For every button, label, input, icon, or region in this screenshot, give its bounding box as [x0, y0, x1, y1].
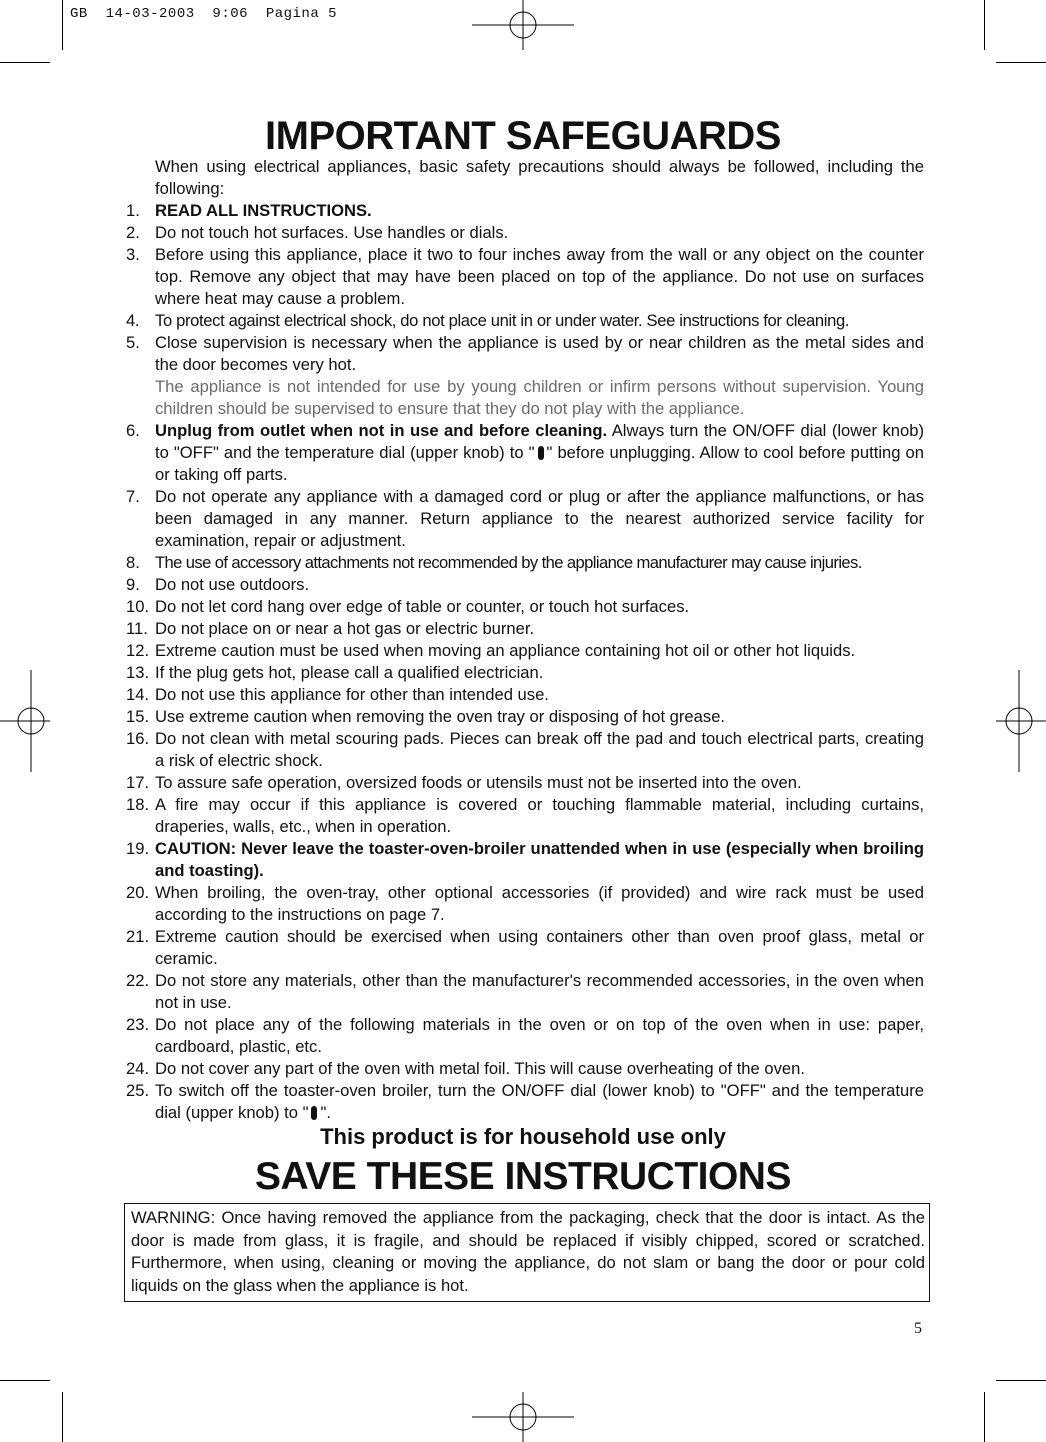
registration-mark-top — [472, 0, 574, 50]
list-item — [126, 662, 924, 684]
item-number: 20. — [126, 883, 150, 902]
list-item — [126, 970, 924, 1014]
item-number: 12. — [126, 641, 150, 660]
list-item — [126, 1058, 924, 1080]
crop-mark-bl-h — [0, 1380, 50, 1381]
list-item — [126, 222, 924, 244]
item-text: Do not store any materials, other than the manufacturer's recommended accessories, in the oven when not in use. — [155, 971, 924, 1012]
item-text: Always turn the ON/OFF dial (lower knob) to "OFF" and the temperature dial (upper knob) to " — [155, 421, 924, 462]
registration-mark-bottom — [472, 1392, 574, 1442]
list-item — [126, 332, 924, 420]
supervision-note: The appliance is not intended for use by young children or infirm persons without supervision. Young children should be supervised to ensure that they do not play with the appliance. — [155, 377, 924, 418]
list-item — [126, 574, 924, 596]
item-number: 19. — [126, 839, 150, 858]
item-text: The use of accessory attachments not recommended by the appliance manufacturer may cause injuries. — [155, 553, 862, 572]
crop-mark-tl-h — [0, 62, 50, 63]
item-text: Extreme caution should be exercised when using containers other than oven proof glass, metal or ceramic. — [155, 927, 924, 968]
page-title: IMPORTANT SAFEGUARDS — [265, 114, 781, 158]
page-number: 5 — [914, 1320, 922, 1337]
list-item — [126, 684, 924, 706]
safeguards-content — [126, 156, 924, 1124]
item-text: To protect against electrical shock, do not place unit in or under water. See instructions for cleaning. — [155, 311, 850, 330]
item-bold-text: CAUTION: Never leave the toaster-oven-broiler unattended when in use (especially when broiling and toasting). — [155, 839, 924, 880]
item-text: Do not let cord hang over edge of table or counter, or touch hot surfaces. — [155, 597, 690, 616]
item-number: 4. — [126, 311, 140, 330]
item-text: Do not operate any appliance with a damaged cord or plug or after the appliance malfunctions, or has been damaged in any manner. Return appliance to the nearest authorized service facility for examination, repair or adjustment. — [155, 487, 924, 550]
item-number: 11. — [126, 619, 148, 638]
crop-mark-br-h — [996, 1380, 1046, 1381]
household-use-note: This product is for household use only — [320, 1124, 726, 1149]
crop-mark-br-v — [984, 1392, 985, 1442]
item-text: If the plug gets hot, please call a qualified electrician. — [155, 663, 544, 682]
crop-mark-tr-h — [996, 62, 1046, 63]
item-text: Do not cover any part of the oven with metal foil. This will cause overheating of the oven. — [155, 1059, 805, 1078]
item-number: 23. — [126, 1015, 150, 1034]
item-number: 8. — [126, 553, 140, 572]
list-item — [126, 486, 924, 552]
list-item — [126, 596, 924, 618]
dial-off-icon — [311, 1106, 317, 1120]
item-text: " before unplugging. Allow to cool before putting on or taking off parts. — [155, 443, 924, 484]
crop-mark-tr-v — [984, 0, 985, 50]
safeguards-list — [126, 200, 924, 1124]
intro-paragraph: When using electrical appliances, basic safety precautions should always be followed, including the following: — [155, 157, 924, 198]
item-number: 3. — [126, 245, 140, 264]
item-number: 21. — [126, 927, 150, 946]
crop-mark-tl-v — [62, 0, 63, 50]
item-number: 22. — [126, 971, 150, 990]
registration-mark-left — [0, 670, 50, 772]
item-number: 13. — [126, 663, 150, 682]
list-item — [126, 244, 924, 310]
list-item — [126, 728, 924, 772]
item-text: A fire may occur if this appliance is covered or touching flammable material, including curtains, draperies, walls, etc., when in operation. — [155, 795, 924, 836]
item-text: Do not place any of the following materials in the oven or on top of the oven when in use: paper, cardboard, plastic, etc. — [155, 1015, 924, 1056]
item-number: 6. — [126, 421, 140, 440]
list-item — [126, 1014, 924, 1058]
list-item — [126, 882, 924, 926]
item-text: Do not use this appliance for other than intended use. — [155, 685, 549, 704]
item-text: Before using this appliance, place it two to four inches away from the wall or any object on the counter top. Remove any object that may have been placed on top of the appliance. Do not use on surfaces where heat may cause a problem. — [155, 245, 924, 308]
list-item — [126, 706, 924, 728]
dial-off-icon — [538, 446, 544, 460]
item-number: 10. — [126, 597, 150, 616]
list-item — [126, 838, 924, 882]
crop-mark-bl-v — [62, 1392, 63, 1442]
item-text: To assure safe operation, oversized foods or utensils must not be inserted into the oven. — [155, 773, 802, 792]
item-text: To switch off the toaster-oven broiler, turn the ON/OFF dial (lower knob) to "OFF" and the temperature dial (upper knob) to " — [155, 1081, 924, 1122]
item-bold-text: READ ALL INSTRUCTIONS. — [155, 201, 372, 220]
registration-mark-right — [996, 670, 1046, 772]
item-bold-text: Unplug from outlet when not in use and before cleaning. — [155, 421, 608, 440]
item-number: 5. — [126, 333, 140, 352]
save-instructions-heading: SAVE THESE INSTRUCTIONS — [254, 1155, 791, 1198]
list-item — [126, 310, 924, 332]
warning-box: WARNING: Once having removed the appliance from the packaging, check that the door is intact. As the door is made from glass, it is fragile, and should be replaced if visibly chipped, scored or scratched. Furthermore, when using, cleaning or moving the appliance, do not slam or bang the door or pour cold liquids on the glass when the appliance is hot. — [124, 1203, 930, 1302]
item-number: 17. — [126, 773, 150, 792]
list-item — [126, 794, 924, 838]
item-number: 16. — [126, 729, 150, 748]
item-number: 15. — [126, 707, 150, 726]
list-item — [126, 420, 924, 486]
item-text: Use extreme caution when removing the oven tray or disposing of hot grease. — [155, 707, 726, 726]
item-number: 18. — [126, 795, 150, 814]
item-text: Do not place on or near a hot gas or electric burner. — [155, 619, 535, 638]
list-item — [126, 200, 924, 222]
list-item — [126, 640, 924, 662]
item-number: 7. — [126, 487, 140, 506]
list-item — [126, 552, 924, 574]
item-number: 14. — [126, 685, 150, 704]
item-number: 1. — [126, 201, 140, 220]
list-item — [126, 772, 924, 794]
item-text: Extreme caution must be used when moving an appliance containing hot oil or other hot liquids. — [155, 641, 856, 660]
item-text: Do not touch hot surfaces. Use handles or dials. — [155, 223, 509, 242]
item-number: 9. — [126, 575, 140, 594]
list-item — [126, 1080, 924, 1124]
item-number: 2. — [126, 223, 140, 242]
item-text: When broiling, the oven-tray, other optional accessories (if provided) and wire rack must be used according to the instructions on page 7. — [155, 883, 924, 924]
printer-slug: GB 14-03-2003 9:06 Pagina 5 — [70, 6, 338, 22]
item-text: Do not use outdoors. — [155, 575, 310, 594]
list-item — [126, 926, 924, 970]
item-text: Close supervision is necessary when the appliance is used by or near children as the metal sides and the door becomes very hot. — [155, 333, 924, 374]
item-number: 25. — [126, 1081, 150, 1100]
item-text: ". — [320, 1103, 331, 1122]
list-item — [126, 618, 924, 640]
item-number: 24. — [126, 1059, 150, 1078]
item-text: Do not clean with metal scouring pads. Pieces can break off the pad and touch electrical parts, creating a risk of electric shock. — [155, 729, 924, 770]
